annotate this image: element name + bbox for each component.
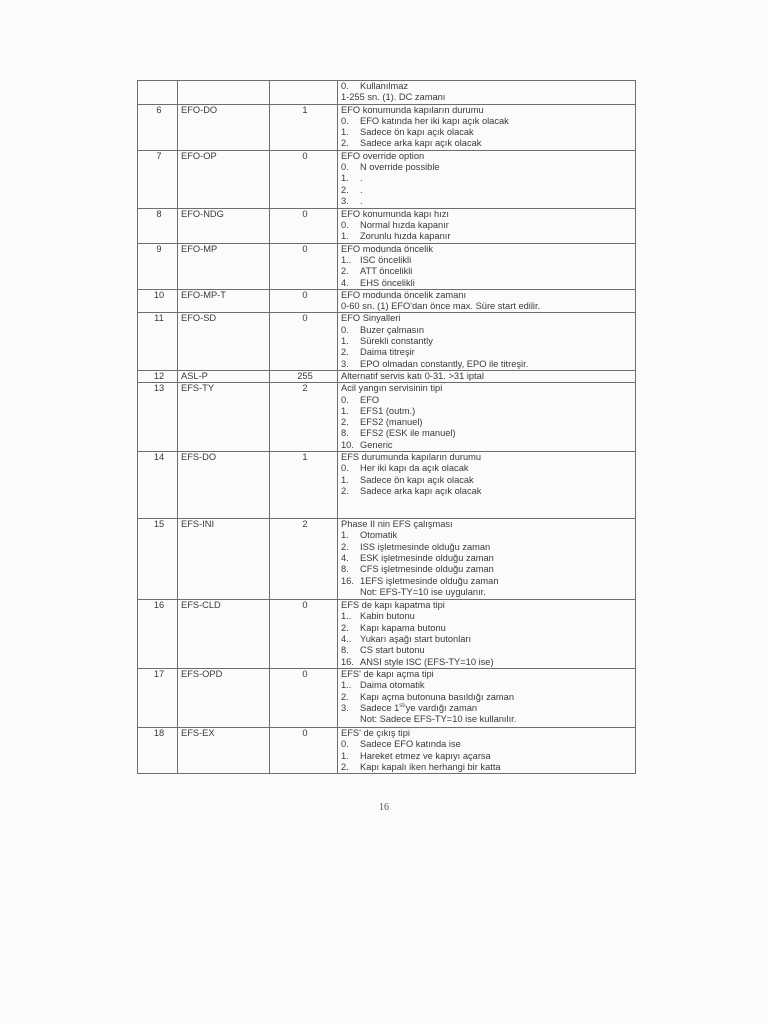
description-line bbox=[341, 209, 635, 220]
option-key: 1.. bbox=[341, 611, 352, 622]
param-description-cell bbox=[338, 243, 636, 289]
option-text: EFS' de kapı açma tipi bbox=[341, 669, 434, 680]
option-text: Sadece ön kapı açık olacak bbox=[360, 127, 474, 138]
description-line bbox=[341, 703, 635, 714]
option-text: Daima titreşir bbox=[360, 347, 415, 358]
description-line bbox=[341, 313, 635, 324]
description-line bbox=[341, 116, 635, 127]
param-name-cell: EFS-OPD bbox=[178, 669, 270, 728]
option-text: 1EFS işletmesinde olduğu zaman bbox=[360, 575, 499, 586]
description-note bbox=[341, 714, 635, 725]
param-default-cell bbox=[270, 81, 338, 105]
description-line bbox=[341, 278, 635, 289]
option-key: 16. bbox=[341, 575, 354, 586]
option-text: EFS2 (manuel) bbox=[360, 417, 423, 428]
description-line bbox=[341, 519, 635, 530]
param-name-cell: EFO-OP bbox=[178, 150, 270, 208]
param-number-cell bbox=[138, 81, 178, 105]
option-key: 2. bbox=[341, 541, 349, 552]
option-key: 4. bbox=[341, 552, 349, 563]
description-line bbox=[341, 623, 635, 634]
option-key: 3. bbox=[341, 195, 349, 206]
option-text: Sadece EFO katında ise bbox=[360, 739, 461, 750]
option-text: Kapı kapama butonu bbox=[360, 622, 446, 633]
option-text: EFO modunda öncelik zamanı bbox=[341, 289, 467, 300]
option-text: Phase II nin EFS çalışması bbox=[341, 519, 453, 530]
option-key: 1. bbox=[341, 474, 349, 485]
table-row bbox=[138, 370, 636, 382]
description-line bbox=[341, 576, 635, 587]
table-row bbox=[138, 104, 636, 150]
option-text: Zorunlu hızda kapanır bbox=[360, 231, 451, 242]
option-key: 1. bbox=[341, 405, 349, 416]
option-key: 2. bbox=[341, 417, 349, 428]
option-text: EFS1 (outm.) bbox=[360, 405, 416, 416]
param-name-cell: EFO-DO bbox=[178, 104, 270, 150]
param-name-cell: EFO-NDG bbox=[178, 208, 270, 243]
parameter-table-body bbox=[138, 81, 636, 774]
option-key: 0. bbox=[341, 463, 349, 474]
param-number-cell: 10 bbox=[138, 289, 178, 313]
option-text: Sadece arka kapı açık olacak bbox=[360, 138, 482, 149]
option-key: 0. bbox=[341, 220, 349, 231]
option-text: Sürekli constantly bbox=[360, 336, 433, 347]
option-key: 8. bbox=[341, 428, 349, 439]
option-text: 1-255 sn. (1). DC zamanı bbox=[341, 92, 446, 103]
option-text: Alternatif servis katı 0-31. >31 iptal bbox=[341, 370, 484, 381]
description-line bbox=[341, 347, 635, 358]
description-line bbox=[341, 105, 635, 116]
table-row bbox=[138, 383, 636, 452]
description-line bbox=[341, 290, 635, 301]
description-line bbox=[341, 428, 635, 439]
option-key: 2. bbox=[341, 485, 349, 496]
option-key: 8. bbox=[341, 564, 349, 575]
option-text: EFO katında her iki kapı açık olacak bbox=[360, 115, 509, 126]
description-line bbox=[341, 542, 635, 553]
option-text: . bbox=[360, 173, 363, 184]
param-default-cell: 2 bbox=[270, 519, 338, 600]
param-description-cell bbox=[338, 370, 636, 382]
description-line bbox=[341, 657, 635, 668]
param-number-cell: 13 bbox=[138, 383, 178, 452]
param-default-cell: 0 bbox=[270, 600, 338, 669]
option-text: Kapı açma butonuna basıldığı zaman bbox=[360, 691, 515, 702]
param-description-cell bbox=[338, 452, 636, 519]
option-text: EPO olmadan constantly, EPO ile titreşir. bbox=[360, 358, 529, 369]
option-text: EHS öncelikli bbox=[360, 277, 415, 288]
option-text: Sadece 1 bbox=[360, 702, 400, 713]
param-number-cell: 7 bbox=[138, 150, 178, 208]
description-line bbox=[341, 611, 635, 622]
option-key: 1. bbox=[341, 336, 349, 347]
option-text: Daima otomatik bbox=[360, 680, 425, 691]
option-text-continued: 'ye vardığı zaman bbox=[403, 702, 478, 713]
option-key: 0. bbox=[341, 739, 349, 750]
param-description-cell bbox=[338, 669, 636, 728]
param-description-cell bbox=[338, 208, 636, 243]
param-description-cell bbox=[338, 81, 636, 105]
param-number-cell: 12 bbox=[138, 370, 178, 382]
option-text: EFO konumunda kapıların durumu bbox=[341, 104, 484, 115]
param-name-cell: EFS-INI bbox=[178, 519, 270, 600]
option-key: 2. bbox=[341, 761, 349, 772]
description-line bbox=[341, 151, 635, 162]
table-row bbox=[138, 519, 636, 600]
description-line bbox=[341, 564, 635, 575]
option-key: 1. bbox=[341, 231, 349, 242]
superscript: st bbox=[399, 702, 404, 709]
option-key: 8. bbox=[341, 645, 349, 656]
description-line bbox=[341, 383, 635, 394]
description-line bbox=[341, 762, 635, 773]
option-text: Her iki kapı da açık olacak bbox=[360, 463, 469, 474]
param-number-cell: 9 bbox=[138, 243, 178, 289]
table-row bbox=[138, 600, 636, 669]
param-description-cell bbox=[338, 383, 636, 452]
parameter-table bbox=[137, 80, 636, 774]
option-text: EFO modunda öncelik bbox=[341, 243, 433, 254]
option-text: 0-60 sn. (1) EFO'dan önce max. Süre start edilir. bbox=[341, 301, 541, 312]
param-name-cell: EFO-SD bbox=[178, 313, 270, 370]
option-key: 3. bbox=[341, 702, 349, 713]
description-line bbox=[341, 255, 635, 266]
param-name-cell: EFO-MP bbox=[178, 243, 270, 289]
description-line bbox=[341, 92, 635, 103]
description-note bbox=[341, 587, 635, 598]
option-key: 2. bbox=[341, 266, 349, 277]
description-line bbox=[341, 371, 635, 382]
table-row bbox=[138, 313, 636, 370]
description-line bbox=[341, 669, 635, 680]
param-description-cell bbox=[338, 104, 636, 150]
table-row bbox=[138, 81, 636, 105]
description-line bbox=[341, 325, 635, 336]
param-description-cell bbox=[338, 313, 636, 370]
option-key: 1. bbox=[341, 127, 349, 138]
description-line bbox=[341, 452, 635, 463]
option-key: 0. bbox=[341, 115, 349, 126]
option-key: 2. bbox=[341, 622, 349, 633]
param-default-cell: 0 bbox=[270, 150, 338, 208]
option-text: Generic bbox=[360, 439, 393, 450]
option-text: EFO konumunda kapı hızı bbox=[341, 208, 450, 219]
table-row bbox=[138, 243, 636, 289]
option-key: 16. bbox=[341, 656, 354, 667]
option-text: ATT öncelikli bbox=[360, 266, 413, 277]
description-line bbox=[341, 739, 635, 750]
param-default-cell: 0 bbox=[270, 208, 338, 243]
option-key: 4. bbox=[341, 277, 349, 288]
table-row bbox=[138, 669, 636, 728]
option-text: EFS de kapı kapatma tipi bbox=[341, 600, 445, 611]
option-key: 1.. bbox=[341, 680, 352, 691]
option-text: ISS işletmesinde olduğu zaman bbox=[360, 541, 491, 552]
description-line bbox=[341, 359, 635, 370]
description-line bbox=[341, 196, 635, 207]
param-description-cell bbox=[338, 289, 636, 313]
option-text: EFS2 (ESK ile manuel) bbox=[360, 428, 456, 439]
option-text: EFO bbox=[360, 394, 380, 405]
option-text: CFS işletmesinde olduğu zaman bbox=[360, 564, 494, 575]
param-default-cell: 0 bbox=[270, 289, 338, 313]
param-name-cell bbox=[178, 81, 270, 105]
description-line bbox=[341, 266, 635, 277]
param-default-cell: 0 bbox=[270, 243, 338, 289]
option-key: 1. bbox=[341, 173, 349, 184]
description-line bbox=[341, 530, 635, 541]
option-key: 2. bbox=[341, 138, 349, 149]
param-name-cell: EFS-EX bbox=[178, 728, 270, 774]
param-name-cell: ASL-P bbox=[178, 370, 270, 382]
option-text: Otomatik bbox=[360, 530, 398, 541]
option-text: Sadece arka kapı açık olacak bbox=[360, 485, 482, 496]
description-line bbox=[341, 138, 635, 149]
table-row bbox=[138, 452, 636, 519]
description-line bbox=[341, 600, 635, 611]
option-key: 10. bbox=[341, 439, 354, 450]
param-default-cell: 0 bbox=[270, 669, 338, 728]
option-text: ISC öncelikli bbox=[360, 254, 412, 265]
param-name-cell: EFS-TY bbox=[178, 383, 270, 452]
description-line bbox=[341, 127, 635, 138]
option-text: Not: EFS-TY=10 ise uygulanır. bbox=[360, 586, 486, 597]
option-key: 0. bbox=[341, 394, 349, 405]
description-line bbox=[341, 475, 635, 486]
description-line bbox=[341, 692, 635, 703]
option-key: 2. bbox=[341, 347, 349, 358]
param-name-cell: EFS-DO bbox=[178, 452, 270, 519]
option-text: CS start butonu bbox=[360, 645, 425, 656]
option-key: 0. bbox=[341, 162, 349, 173]
description-line bbox=[341, 486, 635, 497]
param-default-cell: 2 bbox=[270, 383, 338, 452]
param-number-cell: 16 bbox=[138, 600, 178, 669]
option-key: 0. bbox=[341, 81, 349, 91]
option-key: 1.. bbox=[341, 254, 352, 265]
param-name-cell: EFS-CLD bbox=[178, 600, 270, 669]
option-key: 3. bbox=[341, 358, 349, 369]
param-default-cell: 1 bbox=[270, 104, 338, 150]
param-description-cell bbox=[338, 150, 636, 208]
option-text: Kapı kapalı iken herhangi bir katta bbox=[360, 761, 501, 772]
option-text: . bbox=[360, 195, 363, 206]
description-line bbox=[341, 680, 635, 691]
description-line bbox=[341, 728, 635, 739]
option-text: EFO override option bbox=[341, 150, 425, 161]
description-line bbox=[341, 336, 635, 347]
option-key: 2. bbox=[341, 184, 349, 195]
param-number-cell: 11 bbox=[138, 313, 178, 370]
param-default-cell: 0 bbox=[270, 313, 338, 370]
param-default-cell: 1 bbox=[270, 452, 338, 519]
option-text: Acil yangın servisinin tipi bbox=[341, 383, 443, 394]
description-line bbox=[341, 406, 635, 417]
param-number-cell: 15 bbox=[138, 519, 178, 600]
option-text: EFO Sinyalleri bbox=[341, 313, 401, 324]
option-text: . bbox=[360, 184, 363, 195]
option-text: EFS' de çıkış tipi bbox=[341, 728, 410, 739]
param-default-cell: 0 bbox=[270, 728, 338, 774]
param-number-cell: 6 bbox=[138, 104, 178, 150]
option-key: 2. bbox=[341, 691, 349, 702]
description-line bbox=[341, 395, 635, 406]
option-key: 1. bbox=[341, 530, 349, 541]
option-key: 1. bbox=[341, 750, 349, 761]
page-number: 16 bbox=[379, 802, 389, 813]
option-text: Normal hızda kapanır bbox=[360, 220, 449, 231]
param-name-cell: EFO-MP-T bbox=[178, 289, 270, 313]
description-line bbox=[341, 231, 635, 242]
option-text: Buzer çalmasın bbox=[360, 324, 425, 335]
option-text: Kullanılmaz bbox=[360, 81, 409, 91]
option-text: ANSI style ISC (EFS-TY=10 ise) bbox=[360, 656, 494, 667]
table-row bbox=[138, 150, 636, 208]
param-number-cell: 8 bbox=[138, 208, 178, 243]
param-description-cell bbox=[338, 600, 636, 669]
description-line bbox=[341, 244, 635, 255]
description-line bbox=[341, 634, 635, 645]
option-text: ESK işletmesinde olduğu zaman bbox=[360, 552, 494, 563]
option-text: Hareket etmez ve kapıyı açarsa bbox=[360, 750, 491, 761]
option-text: Kabin butonu bbox=[360, 611, 415, 622]
description-line bbox=[341, 645, 635, 656]
description-line bbox=[341, 162, 635, 173]
option-key: 0. bbox=[341, 324, 349, 335]
param-number-cell: 18 bbox=[138, 728, 178, 774]
table-row bbox=[138, 289, 636, 313]
param-default-cell: 255 bbox=[270, 370, 338, 382]
option-text: Yukarı aşağı start butonları bbox=[360, 633, 472, 644]
table-row bbox=[138, 208, 636, 243]
description-line bbox=[341, 185, 635, 196]
description-line bbox=[341, 81, 635, 92]
option-key: 4.. bbox=[341, 633, 352, 644]
description-line bbox=[341, 751, 635, 762]
description-line bbox=[341, 417, 635, 428]
option-text: N override possible bbox=[360, 162, 440, 173]
description-line bbox=[341, 440, 635, 451]
description-line bbox=[341, 463, 635, 474]
description-line bbox=[341, 173, 635, 184]
option-text: EFS durumunda kapıların durumu bbox=[341, 452, 482, 463]
description-line bbox=[341, 553, 635, 564]
param-number-cell: 14 bbox=[138, 452, 178, 519]
table-row bbox=[138, 728, 636, 774]
param-description-cell bbox=[338, 728, 636, 774]
description-line bbox=[341, 301, 635, 312]
param-number-cell: 17 bbox=[138, 669, 178, 728]
description-line bbox=[341, 220, 635, 231]
option-text: Not: Sadece EFS-TY=10 ise kullanılır. bbox=[360, 714, 517, 725]
param-description-cell bbox=[338, 519, 636, 600]
option-text: Sadece ön kapı açık olacak bbox=[360, 474, 474, 485]
